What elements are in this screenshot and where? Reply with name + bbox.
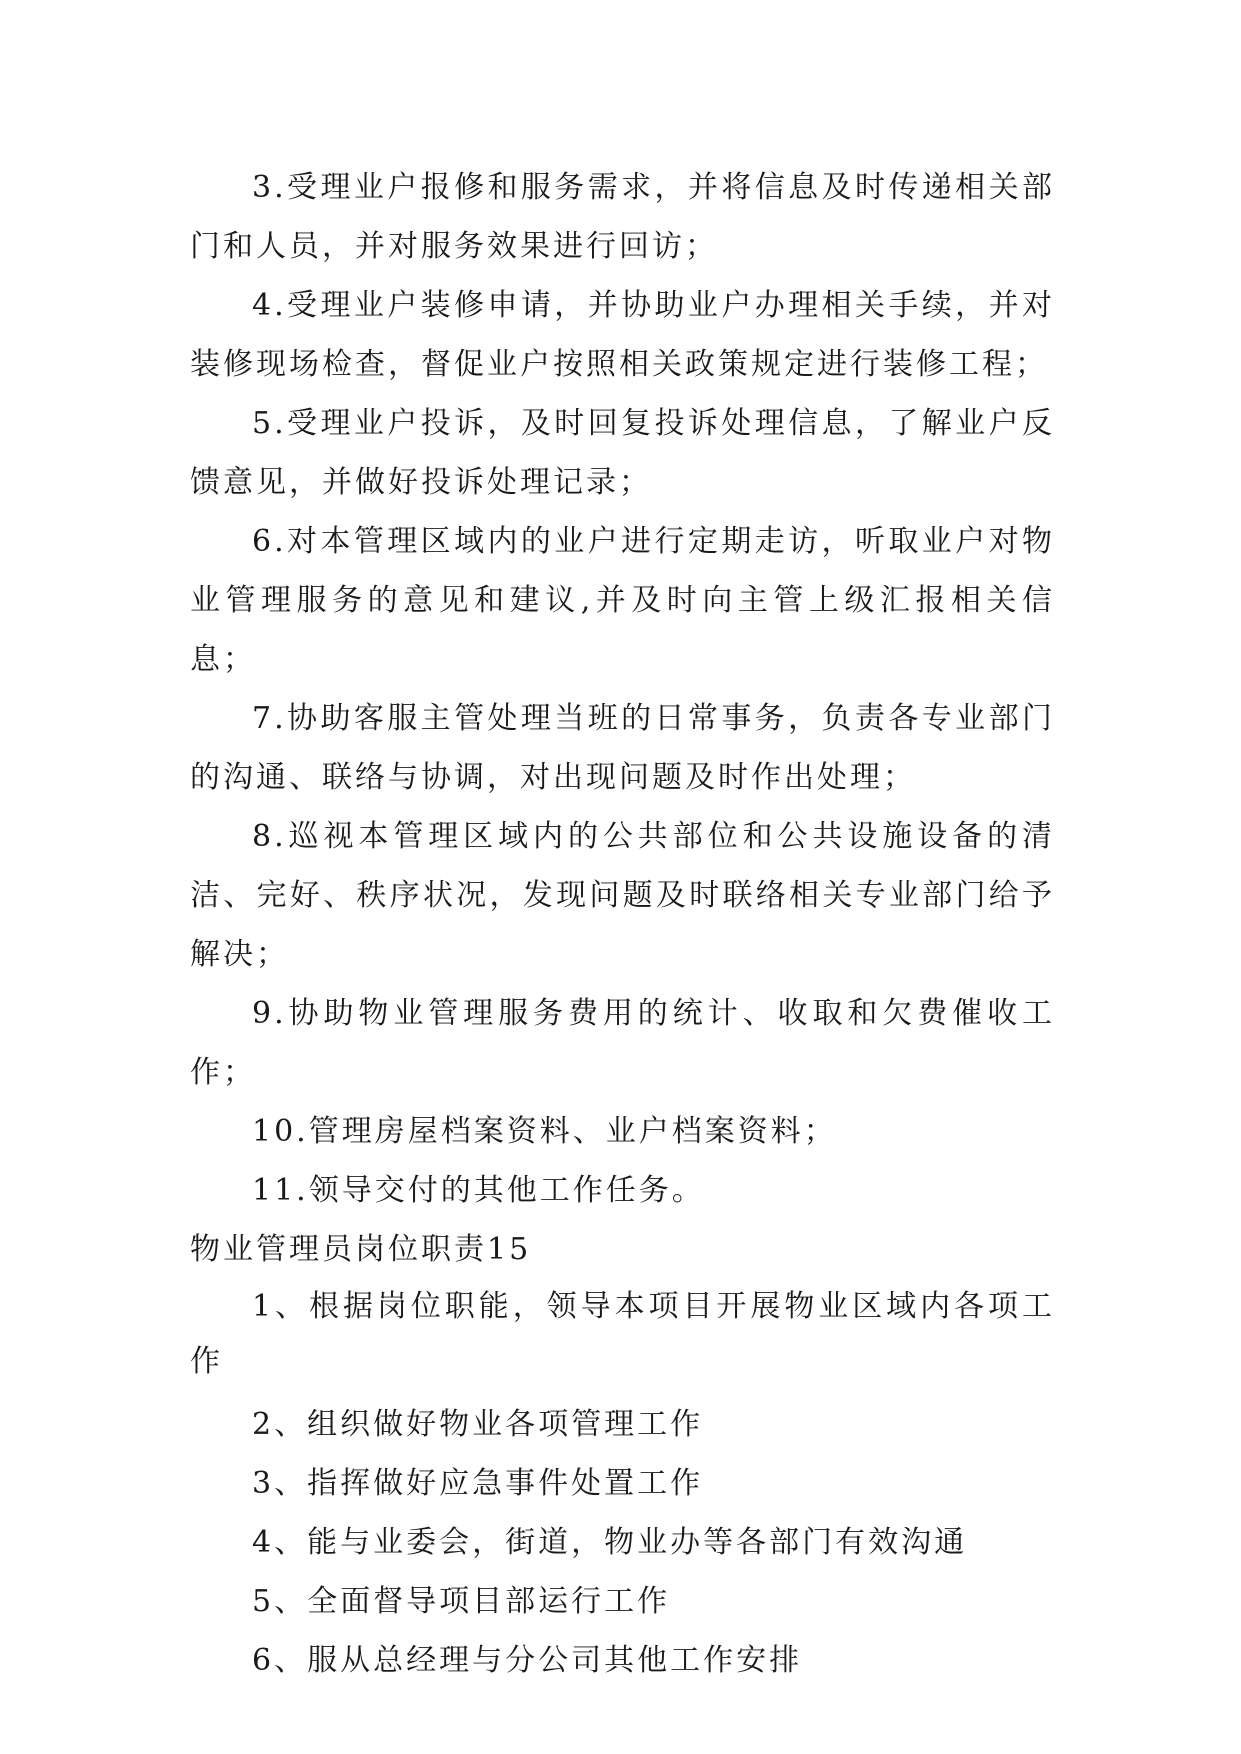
list-item: 5.受理业户投诉，及时回复投诉处理信息，了解业户反馈意见，并做好投诉处理记录； [190, 406, 1055, 500]
list-item: 6、服从总经理与分公司其他工作安排 [252, 1643, 803, 1678]
list-item: 3、指挥做好应急事件处置工作 [252, 1466, 704, 1501]
duties-list-2 [190, 1279, 1055, 1690]
list-item: 6.对本管理区域内的业户进行定期走访，听取业户对物业管理服务的意见和建议,并及时向主管上级汇报相关信息； [190, 524, 1055, 677]
document-body [190, 158, 1055, 1690]
duties-list-1 [190, 158, 1055, 1220]
list-item: 4、能与业委会，街道，物业办等各部门有效沟通 [252, 1525, 968, 1560]
list-item: 4.受理业户装修申请，并协助业户办理相关手续，并对装修现场检查，督促业户按照相关政策规定进行装修工程； [190, 288, 1055, 382]
list-item: 9.协助物业管理服务费用的统计、收取和欠费催收工作； [190, 996, 1055, 1090]
list-item: 5、全面督导项目部运行工作 [252, 1584, 671, 1619]
section-title: 物业管理员岗位职责15 [190, 1232, 532, 1267]
list-item: 8.巡视本管理区域内的公共部位和公共设施设备的清洁、完好、秩序状况，发现问题及时联络相关专业部门给予解决； [190, 819, 1055, 972]
list-item: 3.受理业户报修和服务需求，并将信息及时传递相关部门和人员，并对服务效果进行回访； [190, 170, 1055, 264]
list-item: 11.领导交付的其他工作任务。 [252, 1173, 705, 1208]
list-item: 10.管理房屋档案资料、业户档案资料； [252, 1114, 837, 1149]
list-item: 2、组织做好物业各项管理工作 [252, 1407, 704, 1442]
list-item: 7.协助客服主管处理当班的日常事务，负责各专业部门的沟通、联络与协调，对出现问题及时作出处理； [190, 701, 1055, 795]
list-item: 1、根据岗位职能，领导本项目开展物业区域内各项工作 [190, 1289, 1055, 1379]
